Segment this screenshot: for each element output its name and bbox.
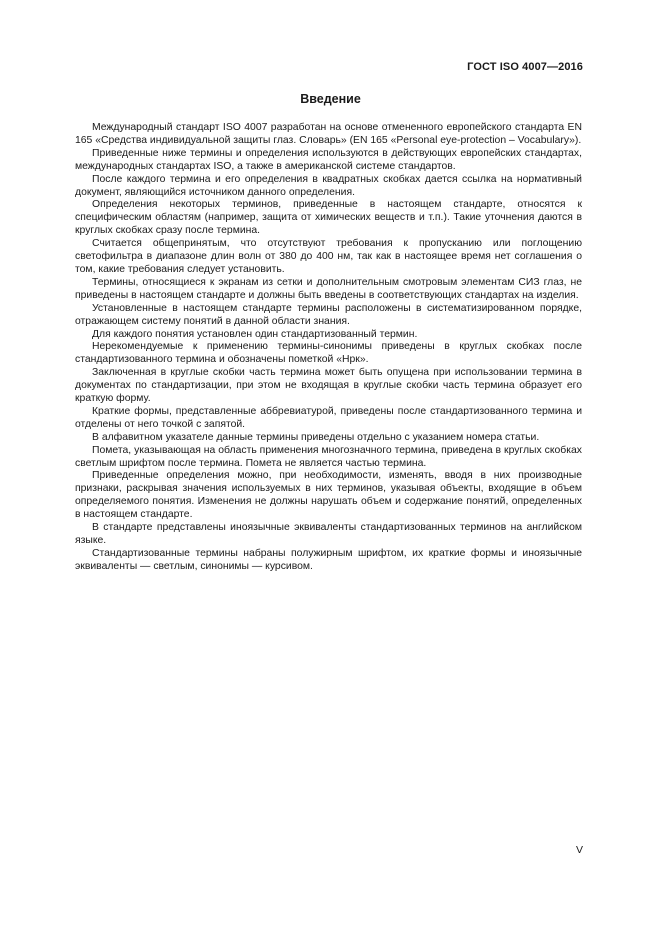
- paragraph: Для каждого понятия установлен один стандартизованный термин.: [92, 328, 418, 340]
- document-code: ГОСТ ISO 4007—2016: [467, 61, 583, 73]
- paragraph: Считается общепринятым, что отсутствуют требования к пропусканию или поглощению светофильтра в диапазоне длин волн от 380 до 400 нм, так как в настоящее время нет соглашения о том, какие требования следует установить.: [75, 238, 582, 275]
- section-title: Введение: [300, 92, 361, 106]
- introduction-body: [75, 122, 582, 574]
- page-number: V: [575, 844, 583, 856]
- paragraph: Приведенные определения можно, при необходимости, изменять, вводя в них производные признаки, раскрывая значения используемых в них терминов, указывая объекты, входящие в объем определяемого понятия. Изменения не должны нарушать объем и содержание понятий, определенных в настоящем стандарте.: [75, 470, 582, 521]
- paragraph: В алфавитном указателе данные термины приведены отдельно с указанием номера статьи.: [92, 431, 540, 443]
- paragraph: Определения некоторых терминов, приведенные в настоящем стандарте, относятся к специфическим областям (например, защита от химических веществ и т.п.). Такие уточнения даются в круглых скобках сразу после термина.: [75, 199, 582, 237]
- paragraph: Нерекомендуемые к применению термины-синонимы приведены в круглых скобках после стандартизованного термина и обозначены пометкой «Нрк».: [75, 341, 582, 366]
- paragraph: Краткие формы, представленные аббревиатурой, приведены после стандартизованного термина и отделены от него точкой с запятой.: [75, 405, 582, 430]
- paragraph: В стандарте представлены иноязычные эквиваленты стандартизованных терминов на английском языке.: [75, 522, 582, 546]
- paragraph: После каждого термина и его определения в квадратных скобках дается ссылка на нормативный документ, являющийся источником данного определения.: [75, 173, 582, 198]
- paragraph: Международный стандарт ISO 4007 разработан на основе отмененного европейского стандарта EN 165 «Средства индивидуальной защиты глаз. Словарь» (EN 165 «Personal eye-protection – Vocabulary»).: [75, 122, 582, 146]
- paragraph: Помета, указывающая на область применения многозначного термина, приведена в круглых скобках светлым шрифтом после термина. Помета не является частью термина.: [75, 444, 582, 469]
- paragraph: Термины, относящиеся к экранам из сетки и дополнительным смотровым элементам СИЗ глаз, не приведены в настоящем стандарте и должны быть введены в соответствующих стандартах на изделия.: [75, 276, 582, 301]
- paragraph: Приведенные ниже термины и определения используются в действующих европейских стандартах, международных стандартах ISO, а также в американской системе стандартов.: [75, 147, 582, 172]
- paragraph: Заключенная в круглые скобки часть термина может быть опущена при использовании термина в документах по стандартизации, при этом не входящая в круглые скобки часть термина образует его краткую форму.: [75, 367, 582, 405]
- paragraph: Стандартизованные термины набраны полужирным шрифтом, их краткие формы и иноязычные эквиваленты — светлым, синонимы — курсивом.: [75, 547, 582, 572]
- paragraph: Установленные в настоящем стандарте термины расположены в систематизированном порядке, отражающем систему понятий в данной области знания.: [75, 302, 582, 327]
